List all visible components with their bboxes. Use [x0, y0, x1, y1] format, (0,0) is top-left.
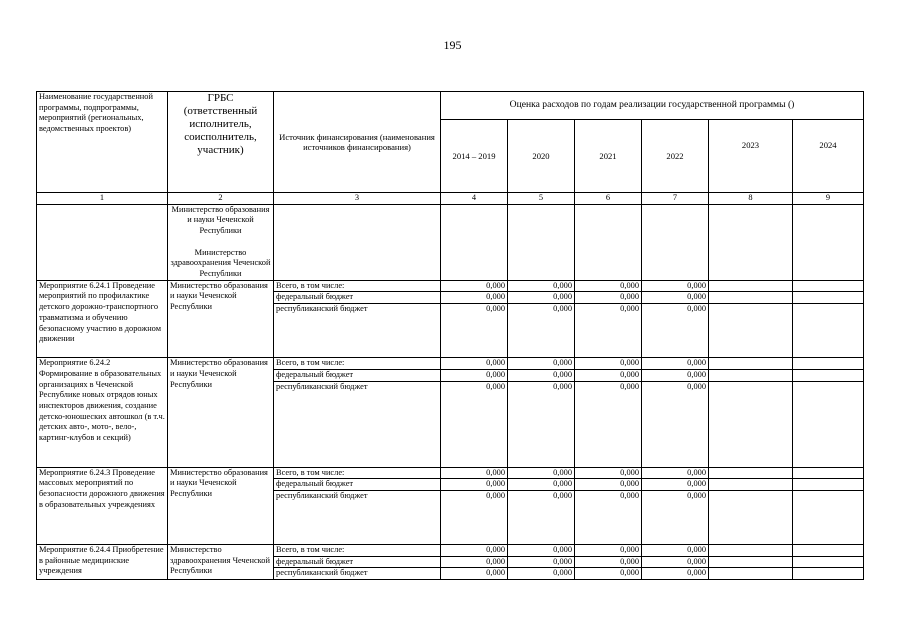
page-number: 195	[443, 38, 462, 52]
value-cell: 0,000	[441, 544, 508, 556]
column-number: 5	[508, 193, 575, 205]
value-cell: 0,000	[575, 568, 642, 580]
measure-name: Мероприятие 6.24.3 Проведение массовых мероприятий по безопасности дорожного движения в образовательных учреждениях	[37, 467, 168, 544]
value-cell: 0,000	[441, 280, 508, 292]
header-source: Источник финансирования (наименования источников финансирования)	[274, 92, 441, 193]
header-grbs: ГРБС (ответственный исполнитель, соисполнитель, участник)	[168, 92, 274, 193]
value-cell: 0,000	[642, 556, 709, 568]
column-number: 7	[642, 193, 709, 205]
value-cell: 0,000	[575, 358, 642, 370]
column-number: 4	[441, 193, 508, 205]
value-cell: 0,000	[508, 304, 575, 358]
continuation-agency	[168, 204, 274, 280]
measure-name: Мероприятие 6.24.2 Формирование в образовательных организациях в Чеченской Республике новых отрядов юных инспекторов движения, создание детско-юношеских автошкол (в т.ч. детских авто-, мото-, вело-, картинг-клубов и секций)	[37, 358, 168, 467]
value-cell: 0,000	[575, 381, 642, 467]
value-cell: 0,000	[508, 280, 575, 292]
column-number: 2	[168, 193, 274, 205]
source-federal: федеральный бюджет	[274, 479, 441, 491]
value-cell: 0,000	[575, 556, 642, 568]
source-federal: федеральный бюджет	[274, 369, 441, 381]
header-year: 2014 – 2019	[441, 120, 508, 193]
source-total: Всего, в том числе:	[274, 544, 441, 556]
value-cell: 0,000	[508, 490, 575, 544]
header-year: 2020	[508, 120, 575, 193]
measure-name: Мероприятие 6.24.1 Проведение мероприятий по профилактике детского дорожно-транспортного травматизма и обучению безопасному участию в дорожном движении	[37, 280, 168, 357]
value-cell: 0,000	[508, 358, 575, 370]
value-cell: 0,000	[441, 381, 508, 467]
value-cell: 0,000	[642, 479, 709, 491]
agency-education: Министерство образования и науки Чеченской Республики	[171, 204, 270, 236]
column-number: 8	[709, 193, 793, 205]
source-total: Всего, в том числе:	[274, 467, 441, 479]
value-cell: 0,000	[508, 381, 575, 467]
header-year: 2023	[709, 120, 793, 193]
value-cell: 0,000	[575, 490, 642, 544]
value-cell: 0,000	[642, 490, 709, 544]
value-cell: 0,000	[642, 544, 709, 556]
column-number: 3	[274, 193, 441, 205]
value-cell: 0,000	[441, 304, 508, 358]
value-cell: 0,000	[642, 304, 709, 358]
column-number: 6	[575, 193, 642, 205]
value-cell: 0,000	[575, 292, 642, 304]
value-cell: 0,000	[642, 381, 709, 467]
continuation-name	[37, 204, 168, 280]
value-cell: 0,000	[508, 467, 575, 479]
value-cell: 0,000	[441, 479, 508, 491]
value-cell: 0,000	[508, 568, 575, 580]
value-cell: 0,000	[441, 467, 508, 479]
value-cell: 0,000	[642, 467, 709, 479]
value-cell: 0,000	[441, 369, 508, 381]
column-number: 1	[37, 193, 168, 205]
source-republic: республиканский бюджет	[274, 490, 441, 544]
measure-agency: Министерство здравоохранения Чеченской Республики	[168, 544, 274, 579]
header-estimate: Оценка расходов по годам реализации государственной программы ()	[441, 92, 864, 120]
header-year: 2024	[793, 120, 864, 193]
measure-name: Мероприятие 6.24.4 Приобретение в районные медицинские учреждения	[37, 544, 168, 579]
value-cell: 0,000	[642, 280, 709, 292]
value-cell: 0,000	[441, 490, 508, 544]
value-cell: 0,000	[441, 358, 508, 370]
value-cell: 0,000	[508, 292, 575, 304]
value-cell: 0,000	[508, 479, 575, 491]
value-cell: 0,000	[642, 358, 709, 370]
agency-health: Министерство здравоохранения Чеченской Республики	[170, 247, 271, 278]
measure-agency: Министерство образования и науки Чеченской Республики	[168, 280, 274, 357]
value-cell: 0,000	[508, 544, 575, 556]
source-federal: федеральный бюджет	[274, 556, 441, 568]
source-total: Всего, в том числе:	[274, 280, 441, 292]
value-cell: 0,000	[575, 369, 642, 381]
header-year: 2022	[642, 120, 709, 193]
value-cell: 0,000	[441, 292, 508, 304]
value-cell: 0,000	[642, 369, 709, 381]
value-cell: 0,000	[508, 369, 575, 381]
value-cell: 0,000	[575, 304, 642, 358]
measure-agency: Министерство образования и науки Чеченской Республики	[168, 467, 274, 544]
value-cell: 0,000	[575, 544, 642, 556]
measure-agency: Министерство образования и науки Чеченской Республики	[168, 358, 274, 467]
value-cell: 0,000	[575, 479, 642, 491]
source-total: Всего, в том числе:	[274, 358, 441, 370]
value-cell: 0,000	[508, 556, 575, 568]
source-republic: республиканский бюджет	[274, 304, 441, 358]
value-cell: 0,000	[575, 280, 642, 292]
value-cell: 0,000	[441, 568, 508, 580]
header-year: 2021	[575, 120, 642, 193]
source-republic: республиканский бюджет	[274, 568, 441, 580]
value-cell: 0,000	[575, 467, 642, 479]
source-republic: республиканский бюджет	[274, 381, 441, 467]
value-cell: 0,000	[441, 556, 508, 568]
value-cell: 0,000	[642, 292, 709, 304]
column-number: 9	[793, 193, 864, 205]
header-name: Наименование государственной программы, подпрограммы, мероприятий (региональных, ведомственных проектов)	[37, 92, 168, 193]
budget-table	[36, 91, 864, 580]
value-cell: 0,000	[642, 568, 709, 580]
source-federal: федеральный бюджет	[274, 292, 441, 304]
